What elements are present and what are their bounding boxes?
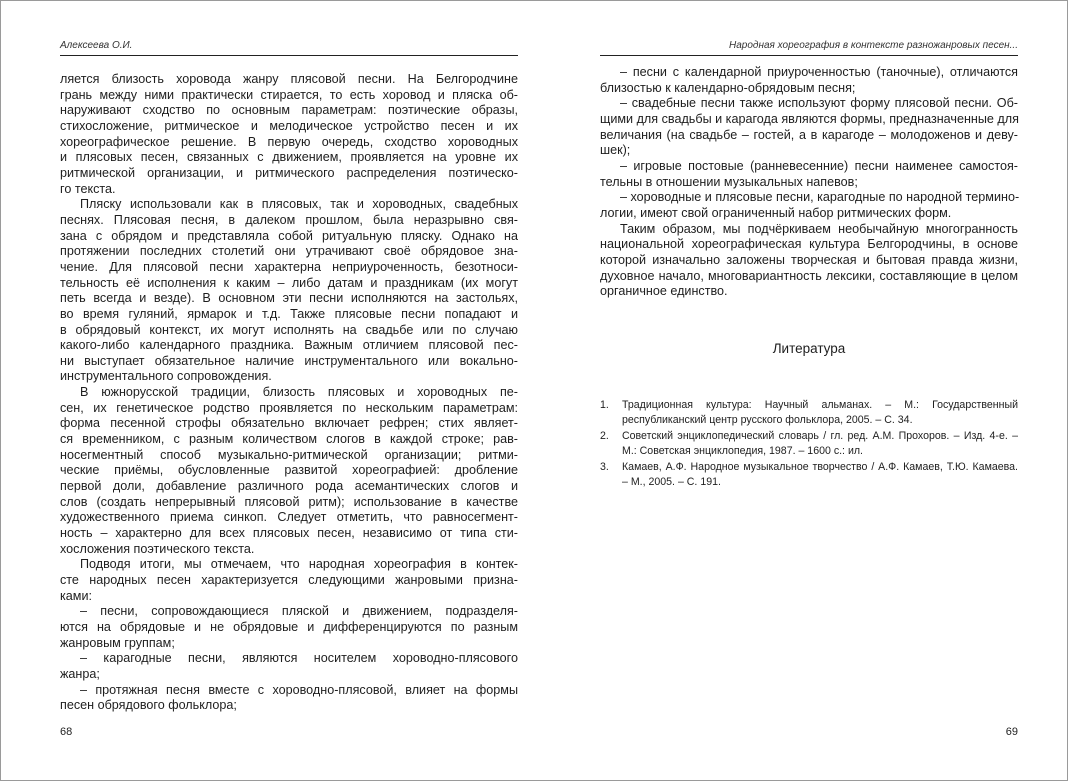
text-line: тельность её исполнения к каким – либо датам и праздникам (их могут bbox=[60, 275, 518, 290]
text-line: грань между ними практически стирается, то есть хоровод и пляска об- bbox=[60, 87, 518, 102]
reference-item bbox=[600, 398, 1018, 428]
page-number: 69 bbox=[1005, 726, 1018, 738]
reference-item bbox=[600, 429, 1018, 459]
text-line: ся временником, с разным количеством слогов в каждой строке; рав- bbox=[60, 432, 518, 447]
paragraph bbox=[60, 557, 518, 604]
text-line: чение. Для плясовой песни характерна неприуроченность, безотноси- bbox=[60, 259, 518, 274]
running-head-author: Алексеева О.И. bbox=[60, 40, 518, 56]
right-page bbox=[600, 0, 1018, 781]
text-line: художественного приема синкоп. Следует отметить, что равносегмент- bbox=[60, 510, 518, 525]
reference-item bbox=[600, 460, 1018, 490]
paragraph bbox=[60, 385, 518, 557]
page-number: 68 bbox=[60, 726, 73, 738]
paragraph bbox=[60, 683, 518, 714]
text-line: первой доли, добавление различного рода асемантических слогов и bbox=[60, 479, 518, 494]
text-line: – хороводные и плясовые песни, карагодные по народной термино- bbox=[620, 190, 1020, 205]
text-line: близостью к календарно-обрядовым песня; bbox=[600, 80, 856, 95]
text-line: ни выступает обязательное наличие инструментального или вокально- bbox=[60, 353, 518, 368]
text-line: петь всегда и везде). В основном эти песни исполняются на застольях, bbox=[60, 291, 518, 306]
paragraph bbox=[600, 159, 1018, 190]
text-line: величания (на свадьбе – гостей, а в карагоде – молодоженов и деву- bbox=[600, 127, 1018, 142]
text-line: ческие приёмы, обусловленные развитой хореографией: дробление bbox=[60, 463, 518, 478]
text-line: носегментный способ музыкально-ритмической организации; ритми- bbox=[60, 447, 518, 462]
text-line: зана с обрядом и представляла собой ритуальную пляску. Однако на bbox=[60, 228, 518, 243]
text-line: Пляску использовали как в плясовых, так и хороводных, свадебных bbox=[80, 197, 518, 212]
text-line: ками: bbox=[60, 588, 92, 603]
references-heading: Литература bbox=[772, 341, 846, 356]
text-line: форма песенной строфы обязательно включает рефрен; стих являет- bbox=[60, 416, 518, 431]
text-line: – карагодные песни, являются носителем хороводно-плясового bbox=[80, 651, 518, 666]
reference-number: 3. bbox=[600, 461, 609, 473]
text-line: – песни, сопровождающиеся пляской и движением, подразделя- bbox=[80, 604, 518, 619]
text-line: слов (создать непрерывный плясовой ритм); использование в качестве bbox=[60, 494, 518, 509]
paragraph bbox=[600, 96, 1018, 159]
text-line: духовное начало, многовариантность лексики, составляющие в целом bbox=[600, 268, 1018, 283]
text-line: ляется близость хоровода жанру плясовой песни. На Белгородчине bbox=[60, 72, 518, 86]
paragraph bbox=[600, 190, 1018, 221]
text-line: жанровым группам; bbox=[60, 635, 175, 650]
text-line: наруживают сходство по основным параметрам: поэтические образы, bbox=[60, 103, 518, 118]
text-line: шек); bbox=[600, 143, 631, 158]
paragraph bbox=[60, 197, 518, 385]
text-line: Таким образом, мы подчёркиваем необычайную многогранность bbox=[620, 221, 1018, 236]
running-head-title: Народная хореография в контексте разножанровых песен... bbox=[600, 40, 1018, 56]
text-line: го текста. bbox=[60, 181, 116, 196]
text-line: протяжении последних столетий они утрачивают своё обрядовое зна- bbox=[60, 244, 518, 259]
paragraph bbox=[60, 604, 518, 651]
text-line: и плясовых песен, связанных с движением, проявляется на уровне их bbox=[60, 150, 518, 165]
reference-text: Камаев, А.Ф. Народное музыкальное творчество / А.Ф. Камаев, Т.Ю. Камаева. – М., 2005. – С. 191. bbox=[622, 461, 1018, 488]
text-line: которой изначально заложены творческая и бытовая правда жизни, bbox=[600, 252, 1018, 267]
text-line: В южнорусской традиции, близость плясовых и хороводных пе- bbox=[80, 385, 518, 400]
text-line: инструментального сопровождения. bbox=[60, 369, 272, 384]
text-line: песнях. Плясовая песня, в далеком прошлом, была неразрывно свя- bbox=[60, 212, 518, 227]
text-line: стихосложение, ритмическое и мелодическое устройство песен и их bbox=[60, 118, 518, 133]
reference-text: Советский энциклопедический словарь / гл. ред. А.М. Прохоров. – Изд. 4-е. – М.: Советская энциклопедия, 1987. – 1600 с.: ил. bbox=[622, 430, 1018, 457]
text-line: тельны в отношении музыкальных напевов; bbox=[600, 174, 858, 189]
text-line: щими для свадьбы и карагода являются формы, предназначенные для bbox=[600, 111, 1019, 126]
text-line: – протяжная песня вместе с хороводно-плясовой, влияет на формы bbox=[80, 682, 518, 697]
reference-number: 2. bbox=[600, 430, 609, 442]
paragraph bbox=[60, 72, 518, 197]
text-line: ность – характерно для всех плясовых песен, независимо от типа сти- bbox=[60, 526, 518, 541]
paragraph bbox=[600, 222, 1018, 300]
paragraph bbox=[60, 651, 518, 682]
reference-number: 1. bbox=[600, 399, 609, 411]
paragraph bbox=[600, 65, 1018, 96]
text-line: – игровые постовые (ранневесенние) песни наименее самостоя- bbox=[620, 158, 1018, 173]
text-line: сте народных песен характеризуется следующими жанровыми призна- bbox=[60, 573, 518, 587]
text-line: Подводя итоги, мы отмечаем, что народная хореография в контек- bbox=[80, 557, 518, 572]
references-list bbox=[600, 398, 1018, 491]
left-body-text bbox=[60, 72, 518, 714]
text-line: органичное единство. bbox=[600, 284, 728, 299]
text-line: жанра; bbox=[60, 666, 100, 681]
text-line: в обрядовый контекст, их могут исполнять на свадьбе или по случаю bbox=[60, 322, 518, 337]
text-line: хореографическое решение. В первую очередь, сходство хороводных bbox=[60, 134, 518, 149]
text-line: какого-либо календарного праздника. Важным отличием плясовой пес- bbox=[60, 338, 518, 353]
text-line: ритмической организации, и ритмического распределения поэтическо- bbox=[60, 165, 518, 180]
text-line: во время гуляний, ярмарок и т.д. Также плясовые песни попадают и bbox=[60, 306, 518, 321]
text-line: песен обрядового фольклора; bbox=[60, 698, 237, 713]
text-line: – песни с календарной приуроченностью (таночные), отличаются bbox=[620, 65, 1018, 79]
text-line: сен, их генетическое родство проявляется по нескольким параметрам: bbox=[60, 400, 518, 415]
text-line: национальной хореографическая культура Белгородчины, в основе bbox=[600, 237, 1018, 252]
text-line: хосложения поэтического текста. bbox=[60, 541, 255, 556]
reference-text: Традиционная культура: Научный альманах. – М.: Государственный республиканский центр русского фольклора, 2005. – С. 34. bbox=[622, 399, 1018, 426]
left-page bbox=[60, 0, 518, 781]
right-body-text bbox=[600, 65, 1018, 300]
text-line: ются на обрядовые и не обрядовые и дифференцируются по разным bbox=[60, 619, 518, 634]
text-line: логии, имеют свой ограниченный набор ритмических форм. bbox=[600, 205, 952, 220]
text-line: – свадебные песни также используют форму плясовой песни. Об- bbox=[620, 96, 1018, 111]
